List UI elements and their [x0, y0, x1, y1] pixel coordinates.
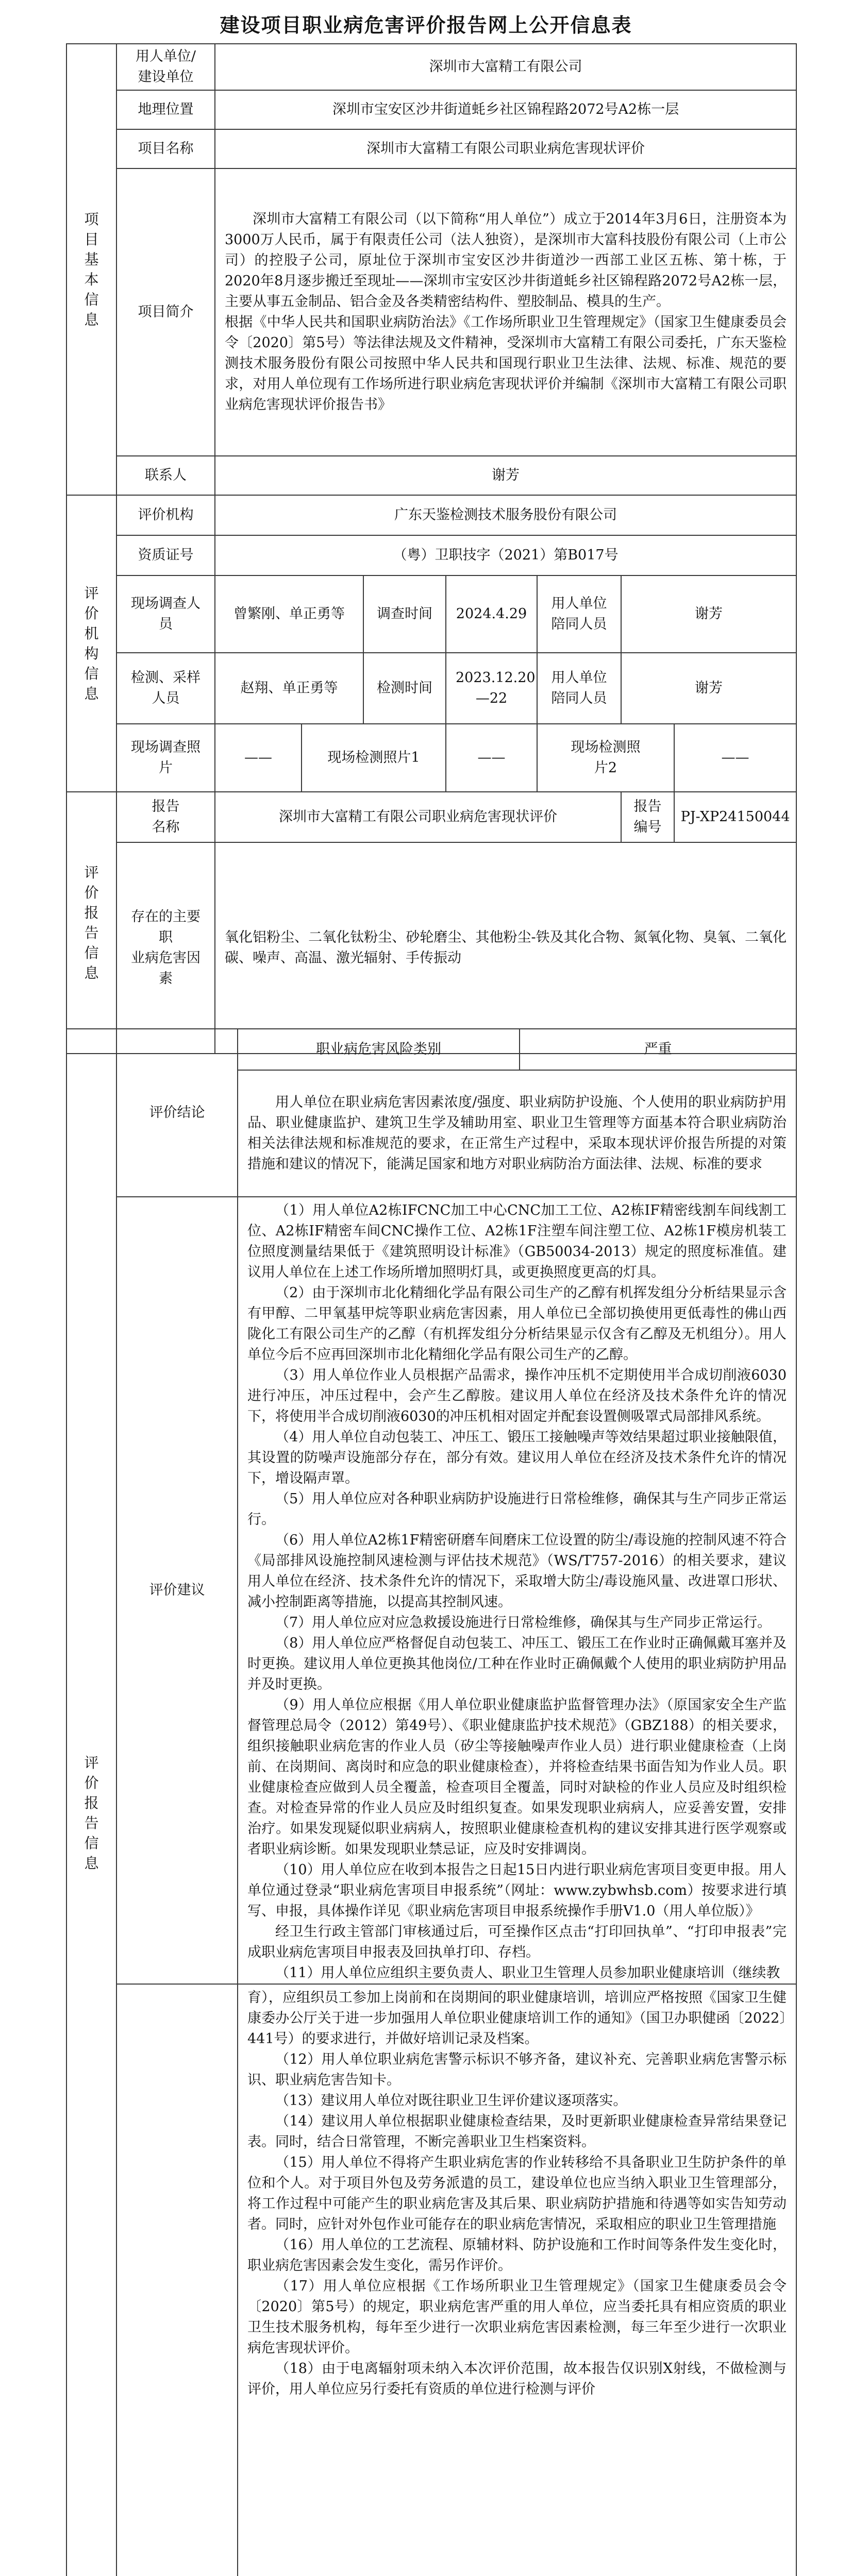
employer-label-2: 建设单位 — [138, 69, 194, 85]
sampling-staff-label: 检测、采样人员 — [116, 653, 215, 724]
info-table-2 — [66, 1028, 797, 2576]
vertical-char: 评 — [84, 864, 99, 881]
detect-photo2-label-1: 现场检测照 — [571, 739, 641, 755]
advice-item: （6）用人单位A2栋1F精密研磨车间磨床工位设置的防尘/毒设施的控制风速不符合《局部排风设施控制风速检测与评估技术规范》（WS/T757-2016）的相关要求，建议用人单位在经济、技术条件允许的情况下，采取增大防尘/毒设施风量、改进罩口形状、减小控制距离等措施，以提高其控制风速。 — [247, 1532, 787, 1610]
sampling-escort-label-1: 用人单位 — [551, 670, 607, 686]
advice-item: （7）用人单位应对应急救援设施进行日常检维修，确保其与生产同步正常运行。 — [275, 1615, 772, 1631]
advice-item: （5）用人单位应对各种职业病防护设施进行日常检维修，确保其与生产同步正常运行。 — [247, 1491, 787, 1528]
cert-label: 资质证号 — [116, 535, 215, 575]
project-group-label — [66, 44, 116, 495]
advice-value — [238, 1197, 796, 1984]
intro-value — [215, 168, 796, 456]
risk-label: 职业病危害风险类别 — [238, 1029, 520, 1070]
evaluation-group-label — [66, 495, 116, 792]
advice-item: （1）用人单位A2栋IFCNC加工中心CNC加工工位、A2栋IF精密线割车间线割工位、A2栋IF精密车间CNC操作工位、A2栋1F注塑车间注塑工位、A2栋1F模房机装工位照度测量结果低于《建筑照明设计标准》（GB50034-2013）规定的照度标准值。建议用人单位在上述工作场所增加照明灯具，或更换照度更高的灯具。 — [247, 1202, 787, 1280]
vertical-char: 信 — [84, 1835, 99, 1852]
advice-item: （16）用人单位的工艺流程、原辅材料、防护设施和工作时间等条件发生变化时，职业病危害因素会发生变化，需另作评价。 — [247, 2237, 787, 2274]
vertical-char: 价 — [84, 1774, 99, 1791]
vertical-char: 本 — [84, 271, 99, 288]
project-name-value: 深圳市大富精工有限公司职业病危害现状评价 — [215, 129, 796, 168]
vertical-char: 构 — [84, 645, 99, 662]
report-number-label-1: 报告 — [633, 799, 662, 815]
cert-value: （粤）卫职技字（2021）第B017号 — [215, 535, 796, 575]
advice-item: 经卫生行政主管部门审核通过后，可至操作区点击“打印回执单”、“打印申报表”完成职业病危害项目申报表及回执单打印、存档。 — [247, 1924, 787, 1960]
sampling-time-value: 2023.12.20—22 — [446, 653, 537, 724]
survey-staff-label: 现场调查人员 — [116, 575, 215, 653]
employer-label-1: 用人单位/ — [135, 48, 196, 64]
vertical-char: 信 — [84, 291, 99, 308]
advice-item: （12）用人单位职业病危害警示标识不够齐备，建议补充、完善职业病危害警示标识、职业病危害告知卡。 — [247, 2052, 787, 2088]
advice-item: （17）用人单位应根据《工作场所职业卫生管理规定》（国家卫生健康委员会令〔2020〕第5号）的规定，职业病危害严重的用人单位，应当委托具有相应资质的职业卫生技术服务机构，每年至少进行一次职业病危害因素检测，每三年至少进行一次职业病危害现状评价。 — [247, 2278, 787, 2356]
vertical-char: 目 — [84, 231, 99, 248]
contact-label: 联系人 — [116, 456, 215, 495]
sampling-escort-value: 谢芳 — [621, 653, 796, 724]
survey-time-label: 调查时间 — [363, 575, 446, 653]
advice-continued-label-blank — [116, 1984, 238, 2576]
survey-staff-value: 曾繁刚、单正勇等 — [215, 575, 363, 653]
vertical-char: 信 — [84, 944, 99, 961]
factors-label-1: 存在的主要职 — [131, 909, 201, 945]
project-group-text — [70, 209, 113, 330]
report-group-text — [70, 862, 113, 983]
report-number-label-2: 编号 — [633, 819, 662, 835]
org-value: 广东天鉴检测技术服务股份有限公司 — [215, 495, 796, 535]
location-value: 深圳市宝安区沙井街道蚝乡社区锦程路2072号A2栋一层 — [215, 90, 796, 129]
survey-escort-value: 谢芳 — [621, 575, 796, 653]
vertical-char: 息 — [84, 685, 99, 702]
evaluation-group-text — [70, 583, 113, 704]
conclusion-label: 评价结论 — [116, 1029, 238, 1197]
conclusion-paragraph: 用人单位在职业病危害因素浓度/强度、职业病防护设施、个人使用的职业病防护用品、职业健康监护、建筑卫生学及辅助用室、职业卫生管理等方面基本符合职业病防治相关法律法规和标准规范的要求，在正常生产过程中，采取本现状评价报告所提的对策措施和建议的情况下，能满足国家和地方对职业病防治方面法律、法规、标准的要求 — [247, 1094, 787, 1172]
sampling-time-label: 检测时间 — [363, 653, 446, 724]
vertical-char: 息 — [84, 311, 99, 328]
advice-item: （14）建议用人单位根据职业健康检查结果，及时更新职业健康检查异常结果登记表。同时，结合日常管理，不断完善职业卫生档案资料。 — [247, 2113, 787, 2150]
vertical-char: 基 — [84, 251, 99, 268]
vertical-char: 价 — [84, 605, 99, 622]
risk-value: 严重 — [520, 1029, 796, 1070]
advice-continued — [238, 1984, 796, 2576]
vertical-char: 报 — [84, 904, 99, 921]
advice-item: （2）由于深圳市北化精细化学品有限公司生产的乙醇有机挥发组分分析结果显示含有甲醇、二甲氧基甲烷等职业病危害因素，用人单位已全部切换使用更低毒性的佛山西陇化工有限公司生产的乙醇（有机挥发组分分析结果显示仅含有乙醇及无机组分）。用人单位今后不应再回深圳市北化精细化学品有限公司生产的乙醇。 — [247, 1285, 787, 1363]
report-number-value: PJ-XP24150044 — [674, 792, 796, 842]
report-name-label-1: 报告 — [152, 799, 180, 815]
sampling-escort-label-2: 陪同人员 — [551, 690, 607, 706]
conclusion-value — [238, 1070, 796, 1197]
survey-time-value: 2024.4.29 — [446, 575, 537, 653]
advice-item: （8）用人单位应严格督促自动包装工、冲压工、锻压工在作业时正确佩戴耳塞并及时更换。建议用人单位更换其他岗位/工种在作业时正确佩戴个人使用的职业病防护用品并及时更换。 — [247, 1635, 787, 1692]
detect-photo2-label-2: 片2 — [594, 760, 617, 776]
page-title: 建设项目职业病危害评价报告网上公开信息表 — [220, 14, 632, 37]
vertical-char: 评 — [84, 1754, 99, 1771]
advice-item: （4）用人单位自动包装工、冲压工、锻压工接触噪声等效结果超过职业接触限值，其设置的防噪声设施部分存在，部分有效。建议用人单位在经济及技术条件允许的情况下，增设隔声罩。 — [247, 1429, 787, 1486]
advice-item: （11）用人单位应组织主要负责人、职业卫生管理人员参加职业健康培训（继续教 — [275, 1965, 780, 1981]
vertical-char: 报 — [84, 1794, 99, 1811]
detect-photo1-label: 现场检测照片1 — [302, 724, 446, 792]
vertical-char: 信 — [84, 665, 99, 682]
survey-escort-label-1: 用人单位 — [551, 596, 607, 612]
detect-photo2-value: —— — [674, 724, 796, 792]
detect-photo1-value: —— — [446, 724, 537, 792]
contact-value: 谢芳 — [215, 456, 796, 495]
employer-label-cell — [116, 44, 215, 90]
project-name-label: 项目名称 — [116, 129, 215, 168]
advice-item: （15）用人单位不得将产生职业病危害的作业转移给不具备职业卫生防护条件的单位和个人。对于项目外包及劳务派遣的员工，建设单位也应当纳入职业卫生管理部分，将工作过程中可能产生的职业病危害及其后果、职业病防护措施和待遇等如实告知劳动者。同时，应针对外包作业可能存在的职业病危害情况，采取相应的职业卫生管理措施 — [247, 2155, 787, 2232]
vertical-char: 告 — [84, 1815, 99, 1832]
info-table-1 — [66, 43, 797, 1054]
advice-item: （3）用人单位作业人员根据产品需求，操作冲压机不定期使用半合成切削液6030进行冲压，冲压过程中，会产生乙醇胺。建议用人单位在经济及技术条件允许的情况下，将使用半合成切削液6030的冲压机相对固定并配套设置侧吸罩式局部排风系统。 — [247, 1367, 787, 1425]
advice-item: （18）由于电离辐射项未纳入本次评价范围，故本报告仅识别X射线，不做检测与评价，用人单位应另行委托有资质的单位进行检测与评价 — [247, 2361, 787, 2397]
report-name-label-2: 名称 — [152, 819, 180, 835]
advice-item: （13）建议用人单位对既往职业卫生评价建议逐项落实。 — [275, 2093, 627, 2109]
report-name-label — [116, 792, 215, 842]
location-label: 地理位置 — [116, 90, 215, 129]
sampling-escort-label — [537, 653, 621, 724]
vertical-char: 息 — [84, 964, 99, 981]
intro-label: 项目简介 — [116, 168, 215, 456]
vertical-char: 息 — [84, 1855, 99, 1872]
report2-group-text — [70, 1753, 113, 1873]
advice-item: （9）用人单位应根据《用人单位职业健康监护监督管理办法》（原国家安全生产监督管理总局令（2012）第49号）、《职业健康监护技术规范》（GBZ188）的相关要求，组织接触职业病危害的作业人员（矽尘等接触噪声作业人员）进行职业健康检查（上岗前、在岗期间、离岗时和应急的职业健康检查），并将检查结果书面告知为作业人员。职业健康检查应做到人员全覆盖，检查项目全覆盖，同时对缺检的作业人员应及时组织检查。对检查异常的作业人员应及时组织复查。如果发现职业病病人，应妥善安置，安排治疗。如果发现疑似职业病病人，按照职业健康检查机构的建议安排其进行医学观察或者职业病诊断。如果发现职业禁忌证，应及时安排调岗。 — [247, 1697, 787, 1857]
report-group-label — [66, 792, 116, 1054]
factors-value: 氧化铝粉尘、二氧化钛粉尘、砂轮磨尘、其他粉尘-铁及其化合物、氮氧化物、臭氧、二氧化碳、噪声、高温、激光辐射、手传振动 — [215, 842, 796, 1054]
vertical-char: 价 — [84, 884, 99, 901]
employer-value: 深圳市大富精工有限公司 — [215, 44, 796, 90]
advice-item: （10）用人单位应在收到本报告之日起15日内进行职业病危害项目变更申报。用人单位通过登录“职业病危害项目申报系统”（网址：www.zybwhsb.com）按要求进行填写、申报，具体操作详见《职业病危害项目申报系统操作手册V1.0（用人单位版）》 — [247, 1862, 787, 1919]
intro-paragraph-2: 根据《中华人民共和国职业病防治法》《工作场所职业卫生管理规定》（国家卫生健康委员会令〔2020〕第5号）等法律法规及文件精神，受深圳市大富精工有限公司委托，广东天鉴检测技术服务股份有限公司按照中华人民共和国现行职业卫生法律、法规、标准、规范的要求，对用人单位现有工作场所进行职业病危害现状评价并编制《深圳市大富精工有限公司职业病危害现状评价报告书》 — [225, 314, 787, 413]
factors-label-2: 业病危害因素 — [131, 950, 201, 987]
intro-paragraph-1: 深圳市大富精工有限公司（以下简称“用人单位”）成立于2014年3月6日，注册资本为3000万人民币，属于有限责任公司（法人独资），是深圳市大富科技股份有限公司（上市公司）的控股子公司，原址位于深圳市宝安区沙井街道沙一西部工业区五栋、第十栋，于2020年8月逐步搬迁至现址——深圳市宝安区沙井街道蚝乡社区锦程路2072号A2栋一层，主要从事五金制品、铝合金及各类精密结构件、塑胶制品、模具的生产。 — [225, 211, 787, 310]
org-label: 评价机构 — [116, 495, 215, 535]
vertical-char: 告 — [84, 924, 99, 941]
vertical-char: 项 — [84, 211, 99, 228]
report-name-value: 深圳市大富精工有限公司职业病危害现状评价 — [215, 792, 621, 842]
vertical-char: 机 — [84, 625, 99, 642]
sampling-staff-value: 赵翔、单正勇等 — [215, 653, 363, 724]
report2-group-label — [66, 1029, 116, 2576]
survey-escort-label — [537, 575, 621, 653]
report-number-label — [621, 792, 674, 842]
advice-label: 评价建议 — [116, 1197, 238, 1984]
survey-photo-label: 现场调查照片 — [116, 724, 215, 792]
survey-photo-value: —— — [215, 724, 302, 792]
advice-item: 育），应组织员工参加上岗前和在岗期间的职业健康培训，培训应严格按照《国家卫生健康委办公厅关于进一步加强用人单位职业健康培训工作的通知》（国卫办职健函〔2022〕441号）的要求进行，并做好培训记录及档案。 — [247, 1990, 787, 2047]
factors-label — [116, 842, 215, 1054]
survey-escort-label-2: 陪同人员 — [551, 616, 607, 632]
vertical-char: 评 — [84, 585, 99, 602]
detect-photo2-label — [537, 724, 674, 792]
